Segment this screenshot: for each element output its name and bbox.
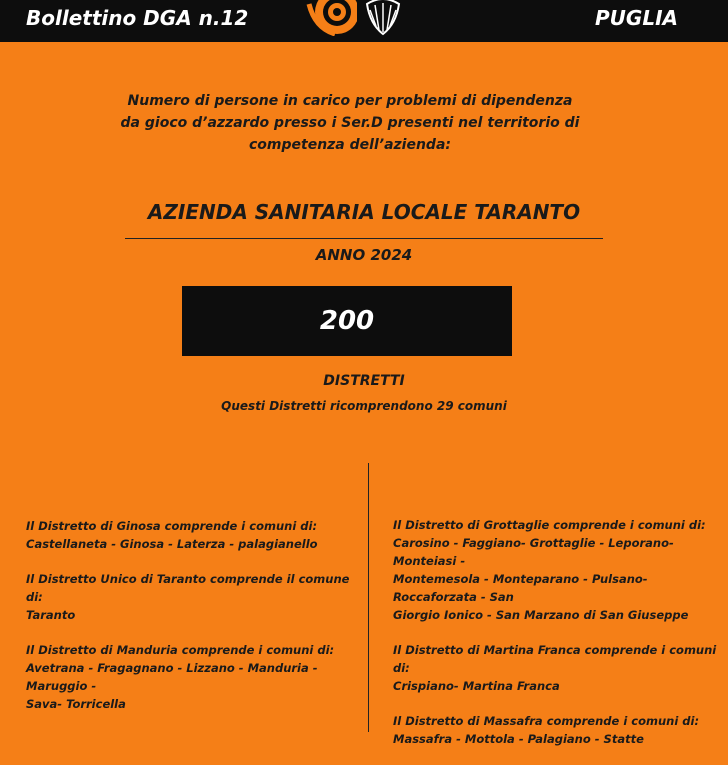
district-towns: Carosino - Faggiano- Grottaglie - Leporano- Monteiasi - — [393, 536, 674, 568]
district-towns: Avetrana - Fragagnano - Lizzano - Manduria - Maruggio - — [26, 661, 318, 693]
column-divider — [368, 463, 369, 732]
district-title: Il Distretto di Manduria comprende i comuni di: — [26, 643, 335, 657]
divider — [125, 238, 603, 239]
district-block — [393, 516, 723, 624]
intro-line: competenza dell’azienda: — [248, 137, 451, 153]
district-block — [26, 570, 351, 624]
count-value: 200 — [319, 306, 375, 336]
district-title: Il Distretto Unico di Taranto comprende il comune di: — [26, 572, 350, 604]
district-block — [26, 517, 351, 553]
spiral-target-logo — [305, 0, 357, 36]
bulletin-title: Bollettino DGA n.12 — [26, 6, 249, 30]
district-towns: Giorgio Ionico - San Marzano di San Giuseppe — [393, 608, 689, 622]
count-box — [182, 286, 512, 356]
district-towns: Massafra - Mottola - Palagiano - Statte — [393, 732, 644, 746]
district-block — [393, 641, 723, 695]
district-towns: Montemesola - Monteparano - Pulsano- Roccaforzata - San — [393, 572, 648, 604]
region-label: PUGLIA — [595, 6, 678, 30]
organization-title: AZIENDA SANITARIA LOCALE TARANTO — [147, 200, 581, 224]
district-title: Il Distretto di Ginosa comprende i comuni di: — [26, 519, 318, 533]
district-towns: Crispiano- Martina Franca — [393, 679, 560, 693]
district-title: Il Distretto di Grottaglie comprende i comuni di: — [393, 518, 706, 532]
district-towns: Castellaneta - Ginosa - Laterza - palagianello — [26, 537, 318, 551]
districts-heading: DISTRETTI — [323, 373, 405, 389]
districts-right-column — [393, 516, 723, 765]
intro-line: da gioco d’azzardo presso i Ser.D presenti nel territorio di — [120, 115, 580, 131]
district-title: Il Distretto di Martina Franca comprende i comuni di: — [393, 643, 717, 675]
shell-emblem-logo — [364, 0, 402, 36]
top-bar — [0, 0, 728, 42]
intro-line: Numero di persone in carico per problemi di dipendenza — [127, 93, 573, 109]
district-towns: Sava- Torricella — [26, 697, 126, 711]
districts-left-column — [26, 517, 351, 730]
district-title: Il Distretto di Massafra comprende i comuni di: — [393, 714, 700, 728]
district-block — [26, 641, 351, 713]
district-block — [393, 712, 723, 748]
intro-text — [110, 90, 590, 156]
district-towns: Taranto — [26, 608, 76, 622]
year-label: ANNO 2024 — [315, 246, 413, 264]
districts-note: Questi Distretti ricomprendono 29 comuni — [221, 399, 507, 413]
